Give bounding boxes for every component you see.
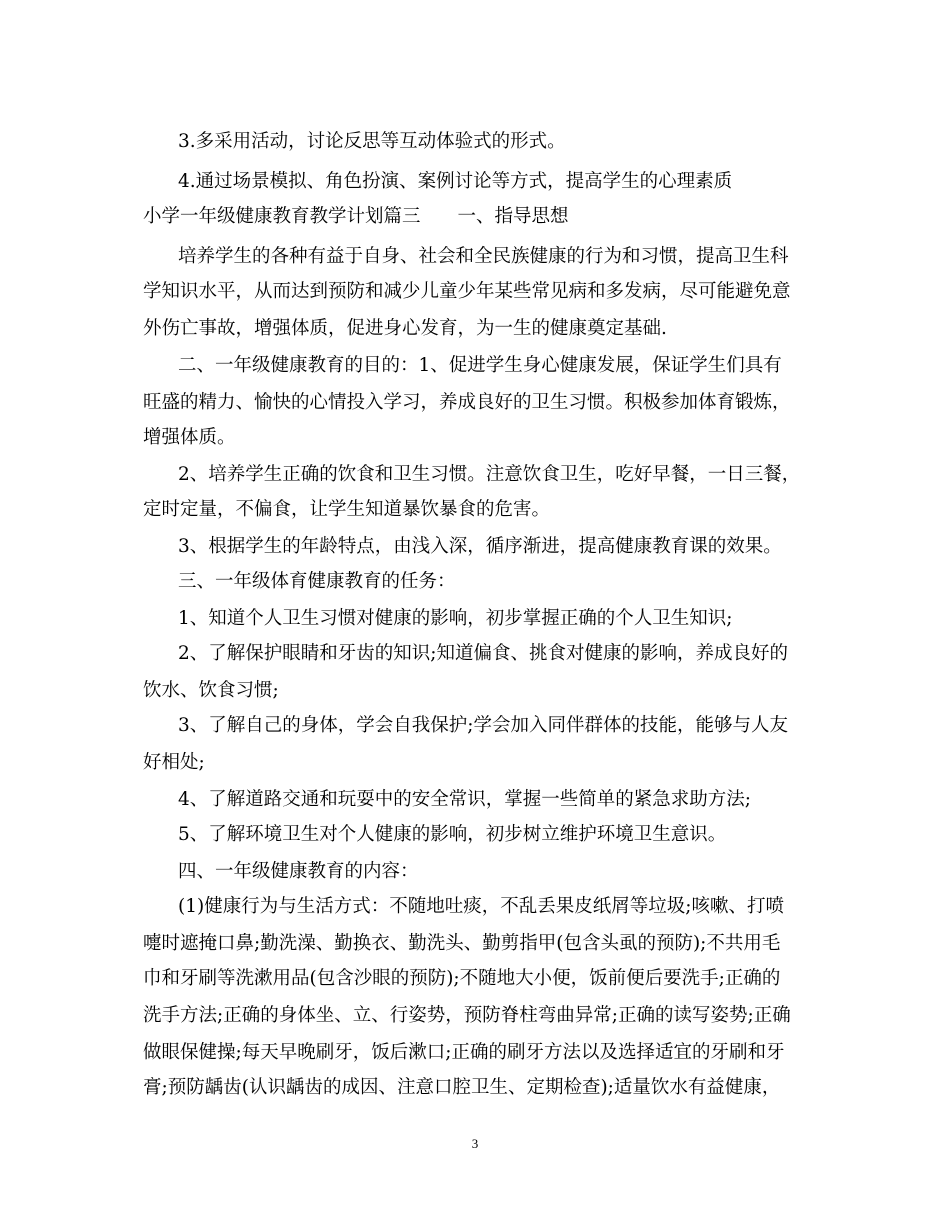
text-line: 定时定量，不偏食，让学生知道暴饮暴食的危害。 (143, 499, 551, 520)
page-number: 3 (471, 1136, 479, 1151)
text-line: 洗手方法;正确的身体坐、立、行姿势，预防脊柱弯曲异常;正确的读写姿势;正确 (143, 1005, 791, 1026)
text-line: 四、一年级健康教育的内容： (178, 861, 419, 882)
text-line: 三、一年级体育健康教育的任务： (178, 571, 456, 592)
text-line: 旺盛的精力、愉快的心情投入学习，养成良好的卫生习惯。积极参加体育锻炼， (143, 392, 791, 413)
text-line: 外伤亡事故，增强体质，促进身心发育，为一生的健康奠定基础. (143, 318, 667, 339)
text-line: (1)健康行为与生活方式：不随地吐痰，不乱丢果皮纸屑等垃圾;咳嗽、打喷 (178, 896, 784, 917)
text-line: 嚏时遮掩口鼻;勤洗澡、勤换衣、勤洗头、勤剪指甲(包含头虱的预防);不共用毛 (143, 933, 781, 954)
text-line: 3.多采用活动，讨论反思等互动体验式的形式。 (178, 131, 566, 152)
text-line: 增强体质。 (143, 427, 236, 448)
text-line: 2、了解保护眼睛和牙齿的知识;知道偏食、挑食对健康的影响，养成良好的 (178, 643, 789, 664)
text-line: 好相处; (143, 752, 205, 773)
text-line: 3、了解自己的身体，学会自我保护;学会加入同伴群体的技能，能够与人友 (178, 715, 789, 736)
text-line: 4、了解道路交通和玩耍中的安全常识，掌握一些简单的紧急求助方法; (178, 789, 752, 810)
text-line: 巾和牙刷等洗漱用品(包含沙眼的预防);不随地大小便，饭前便后要洗手;正确的 (143, 968, 781, 989)
text-line: 4.通过场景模拟、角色扮演、案例讨论等方式，提高学生的心理素质 (178, 171, 733, 192)
text-line: 做眼保健操;每天早晚刷牙，饭后漱口;正确的刷牙方法以及选择适宜的牙刷和牙 (143, 1042, 785, 1063)
text-line: 饮水、饮食习惯; (143, 680, 279, 701)
text-line: 膏;预防龋齿(认识龋齿的成因、注意口腔卫生、定期检查);适量饮水有益健康， (143, 1077, 781, 1098)
text-line: 5、了解环境卫生对个人健康的影响，初步树立维护环境卫生意识。 (178, 824, 727, 845)
text-line: 学知识水平，从而达到预防和减少儿童少年某些常见病和多发病，尽可能避免意 (143, 281, 791, 302)
text-line: 3、根据学生的年龄特点，由浅入深，循序渐进，提高健康教育课的效果。 (178, 536, 782, 557)
text-line: 培养学生的各种有益于自身、社会和全民族健康的行为和习惯，提高卫生科 (178, 246, 789, 267)
section-heading: 小学一年级健康教育教学计划篇三 一、指导思想 (143, 206, 569, 227)
text-line: 二、一年级健康教育的目的：1、促进学生身心健康发展，保证学生们具有 (178, 355, 782, 376)
text-line: 2、培养学生正确的饮食和卫生习惯。注意饮食卫生，吃好早餐，一日三餐， (178, 464, 801, 485)
text-line: 1、知道个人卫生习惯对健康的影响，初步掌握正确的个人卫生知识; (178, 608, 733, 629)
